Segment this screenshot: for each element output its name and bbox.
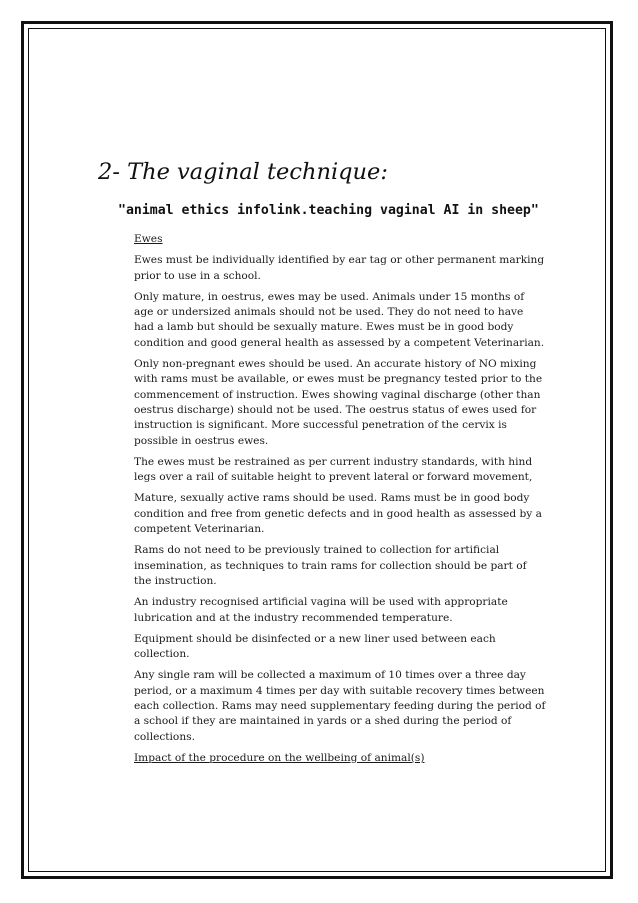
- paragraph: Any single ram will be collected a maximum of 10 times over a three day period, or a maximum 4 times per day with suitable recovery times between each collection. Rams may need supplementary feeding during the period of a school if they are maintained in yards or a shed during the period of collections.: [134, 669, 546, 743]
- document-body: [134, 232, 546, 772]
- paragraph: Only non-pregnant ewes should be used. An accurate history of NO mixing with rams must be available, or ewes must be pregnancy tested prior to the commencement of instruction. Ewes showing vaginal discharge (other than oestrus discharge) should not be used. The oestrus status of ewes used for instruction is significant. More successful penetration of the cervix is possible in oestrus ewes.: [134, 358, 543, 447]
- paragraph: Mature, sexually active rams should be used. Rams must be in good body condition and free from genetic defects and in good health as assessed by a competent Veterinarian.: [134, 492, 542, 536]
- paragraph: Rams do not need to be previously trained to collection for artificial insemination, as techniques to train rams for collection should be part of the instruction.: [134, 544, 527, 587]
- section-heading: 2- The vaginal technique:: [98, 159, 388, 185]
- paragraph: The ewes must be restrained as per current industry standards, with hind legs over a rail of suitable height to prevent lateral or forward movement,: [134, 455, 533, 484]
- paragraph: Only mature, in oestrus, ewes may be used. Animals under 15 months of age or undersized animals should not be used. They do not need to have had a lamb but should be sexually mature. Ewes must be in good body condition and good general health as assessed by a competent Veterinarian.: [134, 290, 545, 349]
- source-subtitle: "animal ethics infolink.teaching vaginal AI in sheep": [118, 203, 539, 218]
- section-label-ewes: Ewes: [134, 233, 163, 245]
- paragraph: An industry recognised artificial vagina will be used with appropriate lubrication and at the industry recommended temperature.: [134, 596, 508, 624]
- paragraph: Ewes must be individually identified by ear tag or other permanent marking prior to use in a school.: [134, 254, 545, 282]
- paragraph: Equipment should be disinfected or a new liner used between each collection.: [134, 632, 496, 661]
- impact-section-label: Impact of the procedure on the wellbeing of animal(s): [134, 751, 425, 764]
